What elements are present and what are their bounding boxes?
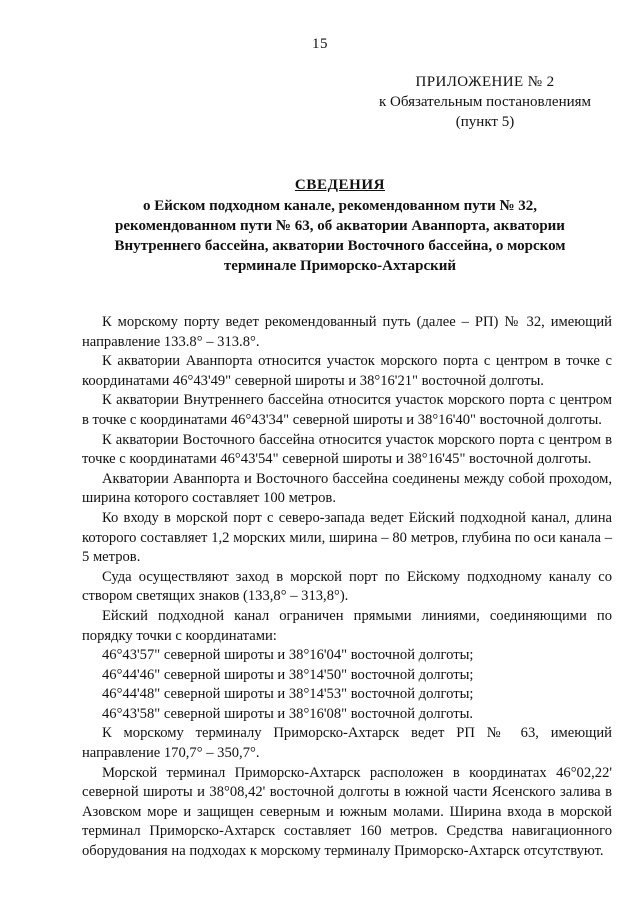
body-paragraph: Суда осуществляют заход в морской порт по Ейскому подходному каналу со створом светящих знаков (133,8° – 313,8°). bbox=[82, 568, 612, 605]
appendix-title: ПРИЛОЖЕНИЕ № 2 bbox=[415, 74, 555, 90]
body-paragraph: Ко входу в морской порт с северо-запада ведет Ейский подходной канал, длина которого составляет 1,2 морских мили, ширина – 80 метров, глубина по оси канала – 5 метров. bbox=[82, 509, 612, 566]
appendix-clause: (пункт 5) bbox=[455, 114, 515, 130]
body-paragraph: К морскому терминалу Приморско-Ахтарск ведет РП № 63, имеющий направление 170,7° – 350,7°. bbox=[82, 725, 612, 762]
body-paragraph: Акватории Аванпорта и Восточного бассейна соединены между собой проходом, ширина которого составляет 100 метров. bbox=[82, 470, 612, 507]
body-paragraph: Морской терминал Приморско-Ахтарск расположен в координатах 46°02,22' северной широты и 38°08,42' восточной долготы в южной части Ясенского залива в Азовском море и защищен северным и южным молами. Ширина входа в морской терминал Приморско-Ахтарск составляет 160 метров. Средства навигационного оборудования на подходах к морскому терминалу Приморско-Ахтарск отсутствуют. bbox=[82, 764, 612, 860]
body-paragraph: К акватории Аванпорта относится участок морского порта с центром в точке с координатами 46°43'49" северной широты и 38°16'21" восточной долготы. bbox=[82, 353, 612, 389]
document-title: СВЕДЕНИЯ bbox=[294, 177, 386, 193]
appendix-reference: к Обязательным постановлениям bbox=[378, 94, 592, 110]
coordinate-line: 46°44'48" северной широты и 38°14'53" восточной долготы; bbox=[102, 686, 474, 703]
body-paragraph: К акватории Внутреннего бассейна относится участок морского порта с центром в точке с координатами 46°43'34" северной широты и 38°16'40" восточной долготы. bbox=[82, 392, 612, 428]
coordinate-line: 46°43'57" северной широты и 38°16'04" восточной долготы; bbox=[102, 647, 474, 664]
coordinate-line: 46°43'58" северной широты и 38°16'08" восточной долготы. bbox=[102, 705, 474, 722]
document-subtitle-line: о Ейском подходном канале, рекомендованном пути № 32, bbox=[142, 198, 538, 214]
coordinate-line: 46°44'46" северной широты и 38°14'50" восточной долготы; bbox=[102, 666, 474, 683]
document-body bbox=[82, 313, 612, 862]
document-subtitle-line: Внутреннего бассейна, акватории Восточного бассейна, о морском bbox=[114, 238, 566, 254]
page-number: 15 bbox=[312, 36, 328, 52]
body-paragraph: Ейский подходной канал ограничен прямыми линиями, соединяющими по порядку точки с координатами: bbox=[82, 607, 612, 644]
document-heading bbox=[70, 175, 610, 276]
appendix-block bbox=[360, 72, 610, 132]
document-subtitle-line: терминале Приморско-Ахтарский bbox=[223, 258, 457, 274]
body-paragraph: К морскому порту ведет рекомендованный путь (далее – РП) № 32, имеющий направление 133.8° – 313.8°. bbox=[82, 314, 612, 350]
body-paragraph: К акватории Восточного бассейна относится участок морского порта с центром в точке с координатами 46°43'54" северной широты и 38°16'45" восточной долготы. bbox=[82, 431, 612, 468]
document-subtitle-line: рекомендованном пути № 63, об акватории Аванпорта, акватории bbox=[115, 218, 565, 234]
